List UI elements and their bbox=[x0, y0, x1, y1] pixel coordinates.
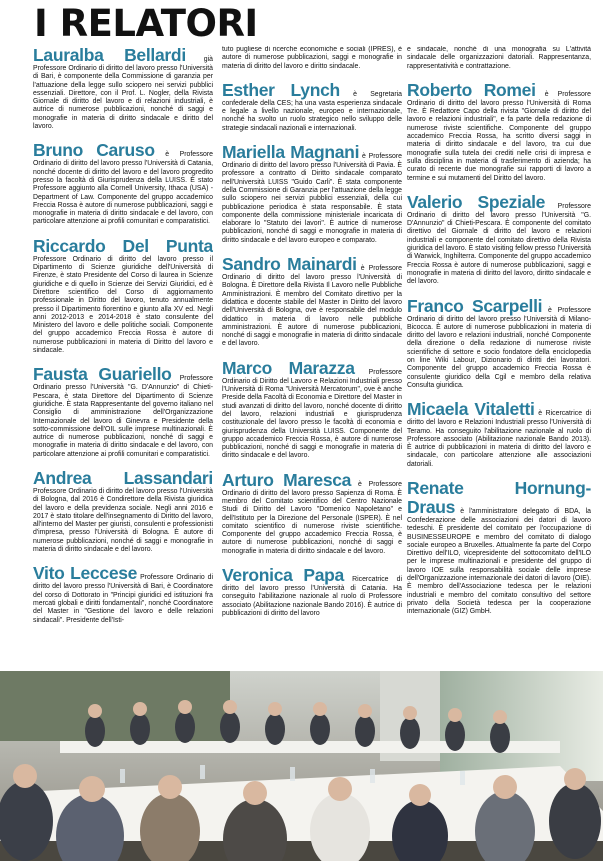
speaker-bio: è Ricercatrice di diritto del lavoro e Relazioni Industriali presso l'Università di Teramo. Ha conseguito l'abilitazione nazionale al ruolo di Professore associato (Abilitazione nazionale Bando 2013). È autrice di pubblicazioni in materia di diritto del lavoro e sindacale, con particolare attenzione alle associazioni datoriali. bbox=[407, 410, 591, 468]
speaker-name: Mariella Magnani bbox=[222, 142, 360, 163]
speaker-bio: Professore Ordinario di diritto del lavoro presso l'Università di Bari, è Coordinatore del corso di Dottorato in "Principi giuridici ed istituzioni fra mercati globali e diritti fondamentali", nonché Coordinatore del Master in "Gestione del lavoro e delle relazioni sindacali". Presidente dell'Isti- bbox=[33, 574, 213, 624]
speaker-bio-continued bbox=[222, 46, 402, 71]
conference-photo-illustration bbox=[0, 671, 603, 861]
speaker-name: Lauralba Bellardi bbox=[33, 46, 186, 65]
speaker-bio: è Professore Ordinario di diritto del lavoro presso l'Università di Bologna. È Direttore della Rivista Il Lavoro nelle Pubbliche Amministrazioni. È membro del Comitato direttivo per la didattica e docente stabile del Master in Diritto del lavoro dell'Università di Bologna, ove è responsabile del modulo didattico in materia di lavoro nelle pubbliche amministrazioni. È autore di numerose pubblicazioni, nonché di saggi e monografie in materia di diritto sindacale e del lavoro. bbox=[222, 265, 402, 348]
speaker-name: Vito Leccese bbox=[33, 563, 138, 584]
speaker-bio: Professore Ordinario presso l'Università "G. D'Annunzio" di Chieti-Pescara, è stata Direttore del Dipartimento di Scienze giuridiche. È stata Rappresentante del governo italiano nel Consiglio di amministrazione dell'Organizzazione Internazionale del lavoro di Ginevra e Presidente della sotto-commissione dell'OIL sulle imprese multinazionali. È autrice di numerose pubblicazioni, nonché di saggi e monografie in materia di diritto sindacale e del lavoro, con particolare attenzione ai profili comunitari e comparatistici. bbox=[33, 375, 213, 458]
speaker-name: Andrea Lassandari bbox=[33, 467, 213, 488]
column-3 bbox=[407, 46, 591, 671]
speaker-bio: è Professore Ordinario di diritto del lavoro presso l'Università di Pavia. È professore a contratto di Diritto sindacale comparato nell'Università LUISS "Guido Carli". È stata componente della Commissione di Garanzia per l'attuazione della legge sullo sciopero nei servizi pubblici essenziali, della cui pubblicazione periodica è stata responsabile. È stata componente della commissione ministeriale incaricata di elaborare lo "Statuto dei lavori". È autrice di numerose pubblicazioni, nonché di saggi e monografie in materia di diritto sindacale e del lavoro europeo e comparato. bbox=[222, 153, 402, 244]
speaker-bio: tuto pugliese di ricerche economiche e sociali (IPRES), è autore di numerose pubblicazioni, saggi e monografie in materia di diritto del lavoro e diritto sindacale. bbox=[222, 46, 402, 70]
speaker-bio: è Professore Ordinario di diritto del lavoro presso l'Università di Roma Tre. È Redattore Capo della rivista "Giornale di diritto del lavoro e relazioni industriali", e fa parte della redazione di numerose riviste scientifiche. Componente del gruppo accademico Freccia Rossa, ha scritto diversi saggi in materia di diritto sindacale e del lavoro, tra cui due monografie sulla tutela dei crediti nelle crisi di impresa e sulla disciplina in materia di trasferimento di azienda; ha curato di recente due monografie sui rapporti di lavoro a termine e sui mutamenti del Diritto del lavoro. bbox=[407, 90, 591, 182]
speaker-entry bbox=[33, 365, 213, 459]
speaker-name: Veronica Papa bbox=[222, 565, 344, 586]
speaker-name: Roberto Romei bbox=[407, 79, 536, 100]
speaker-entry bbox=[407, 400, 591, 469]
speaker-entry bbox=[407, 193, 591, 287]
speaker-name: Esther Lynch bbox=[222, 79, 340, 100]
speaker-name: Riccardo Del Punta bbox=[33, 235, 213, 256]
column-1 bbox=[33, 46, 213, 671]
speaker-name: Marco Marazza bbox=[222, 357, 355, 378]
speaker-entry bbox=[407, 479, 591, 617]
speaker-name: Arturo Maresca bbox=[222, 469, 352, 490]
speakers-columns bbox=[33, 46, 595, 671]
column-2 bbox=[222, 46, 402, 671]
speaker-bio: è Professore Ordinario di diritto del lavoro presso l'Università di Milano-Bicocca. È autore di numerose pubblicazioni in materia di diritto del lavoro e relazioni industriali, nonché Componente della direzione o della redazione di numerose riviste scientifiche di settore e socio fondatore della enciclopedia on line Wiki Labour, Dizionario di diritti dei lavoratori. Componente del gruppo accademico Freccia Rossa è consulente giuridico della Cgil e membro della relativa Consulta giuridica. bbox=[407, 306, 591, 389]
speaker-entry bbox=[222, 359, 402, 461]
speaker-entry bbox=[407, 81, 591, 183]
conference-photo bbox=[0, 671, 603, 861]
speaker-name: Fausta Guariello bbox=[33, 364, 172, 385]
speaker-name: Franco Scarpelli bbox=[407, 295, 543, 316]
speaker-bio: già Professore Ordinario di diritto del lavoro presso l'Università di Bari, è componente della Commissione di garanzia per l'attuazione della legge sullo sciopero nei servizi pubblici essenziali. Direttore, con il Prof. L. Nogler, della Rivista Giornale di diritto del lavoro e di relazioni industriali, è autrice di numerose pubblicazioni, nonché di saggi e monografie in materia di diritto sindacale e diritto del lavoro. bbox=[33, 56, 213, 131]
speaker-name: Sandro Mainardi bbox=[222, 254, 357, 275]
speaker-bio: è l'amministratore delegato di BDA, la Confederazione delle associazioni dei datori di lavoro tedeschi. È presidente del comitato per l'occupazione di BUSINESSEUROPE e membro del comitato di dialogo sociale europeo a Bruxelles. Attualmente fa parte del Corpo Direttivo dell'ILO, vicepresidente del sottocomitato dell'ILO per le imprese multinazionali e presidente del gruppo di lavoro IOE sulla responsabilità sociale delle imprese dell'Organizzazione internazionale dei datori di lavoro (OIE). È membro dell'Associazione tedesca per le relazioni industriali e membro del comitato consultivo del settore privato della Società tedesca per la cooperazione internazionale (GIZ) GmbH. bbox=[407, 507, 591, 616]
speaker-entry bbox=[222, 143, 402, 245]
speaker-bio: è Professore Ordinario di diritto del lavoro presso Sapienza di Roma. È membro del Comitato scientifico del Centro Nazionale Studi di Diritto del Lavoro "Domenico Napoletano" e dell'Istituto per la Direzione del Personale (ISPER). È nel comitato scientifico di numerose riviste scientifiche. Componente del gruppo accademico Freccia Rossa, è autore di numerose pubblicazioni, nonché di saggi e monografie in materia di diritto sindacale e del lavoro. bbox=[222, 480, 402, 555]
speaker-bio: Professore Ordinario di diritto del lavoro presso l'Università di Bologna, dal 2016 è Condirettore della Rivista giuridica del lavoro e della previdenza sociale. Negli anni 2016 e 2017 è stato titolare dell'insegnamento di Diritto del lavoro, all'interno del Master per giuristi, consulenti e professionisti d'impresa, presso l'Università di Bologna. È autore di numerose pubblicazioni, nonché di saggi e monografie in materia di diritto sindacale e del lavoro. bbox=[33, 487, 213, 554]
speaker-bio: è Professore Ordinario di diritto del lavoro presso l'Università di Catania, nonché docente di diritto del lavoro e del lavoro progredito presso la facoltà di Giurisprudenza della LUISS. È stato Professore aggiunto alla Cornell University, Ithaca (USA) - Department of Law. Componente del gruppo accademico Freccia Rossa è autore di numerose pubblicazioni, saggi e monografie in materia di diritto sindacale e del lavoro, con particolare attenzione ai profili comunitari e comparatistici. bbox=[33, 151, 213, 226]
speaker-bio: e sindacale, nonché di una monografia su L'attività sindacale delle organizzazioni datoriali. Rappresentanza, rappresentatività e contrattazione. bbox=[407, 46, 591, 70]
speaker-entry bbox=[33, 141, 213, 226]
speaker-bio: Professore Ordinario di diritto del lavoro presso l'Università "G. D'Annunzio" di Chieti-Pescara. È componente del comitato direttivo del Giornale di diritto del lavoro e relazioni industriali e componente del comitato direttivo della Rivista giuridica del lavoro. È stato visiting fellow presso l'Università di Warwick, Inghilterra. Componente del gruppo accademico Freccia Rossa è autore di numerose pubblicazioni, saggi e monografie in materia di diritto del lavoro, diritto sindacale e del lavoro. bbox=[407, 202, 591, 286]
speaker-bio: Professore Ordinario di diritto del lavoro presso il Dipartimento di Scienze giuridiche dell'Università di Firenze, è stato Presidente del Corso di laurea in Scienze giuridiche e di quello in Scienze dei Servizi Giuridici, ed è Direttore scientifico del Corso di aggiornamento professionale in Diritto del lavoro, tenuto annualmente presso il Dipartimento fiorentino e giunto alla XV ed. Negli anni 2012-2013 e 2014-2018 è stato consulente del Ministero del lavoro e delle politiche sociali. Componente del gruppo accademico Freccia Rossa è autore di numerose pubblicazioni in materia di Diritto del lavoro e sindacale. bbox=[33, 255, 213, 355]
speaker-entry bbox=[222, 81, 402, 133]
speaker-entry bbox=[33, 469, 213, 554]
speaker-bio: Professore Ordinario di Diritto del Lavoro e Relazioni Industriali presso l'Università di Roma "Università Mercatorum", ove è anche Preside della Facoltà di Economia e Direttore del Master in studi avanzati di diritto del lavoro, nonché docente di diritto del lavoro, relazioni industriali e giurisprudenza costituzionale del lavoro presso le facoltà di economia e giurisprudenza della Università LUISS. Componente del gruppo accademico Freccia Rossa, è autore di numerose pubblicazioni, nonché di saggi e monografie in materia di diritto sindacale e del lavoro. bbox=[222, 368, 402, 460]
speaker-entry bbox=[222, 255, 402, 349]
speaker-name: Valerio Speziale bbox=[407, 191, 546, 212]
speaker-entry bbox=[407, 297, 591, 391]
speaker-entry bbox=[222, 471, 402, 556]
speaker-name: Renate Hornung-Draus bbox=[407, 477, 591, 517]
speaker-name: Micaela Vitaletti bbox=[407, 399, 535, 420]
speaker-entry bbox=[33, 46, 213, 131]
speaker-entry bbox=[33, 237, 213, 356]
speaker-entry bbox=[33, 564, 213, 624]
speaker-name: Bruno Caruso bbox=[33, 140, 155, 161]
speaker-bio: Ricercatrice di diritto del lavoro presso l'Università di Catania. Ha conseguito l'abilitazione nazionale al ruolo di Professore associato (Abilitazione nazionale Bando 2016). È autrice di pubblicazioni di diritto del lavoro bbox=[222, 576, 402, 617]
speaker-entry bbox=[222, 566, 402, 618]
page-title: I RELATORI bbox=[34, 2, 258, 45]
speaker-bio: è Segretaria confederale della CES; ha una vasta esperienza sindacale e legale a livello nazionale, europeo e internazionale, nonché ha svolto un ruolo strategico nello sviluppo delle strategie sindacali nazionali e internazionali. bbox=[222, 90, 402, 132]
speaker-bio-continued bbox=[407, 46, 591, 71]
